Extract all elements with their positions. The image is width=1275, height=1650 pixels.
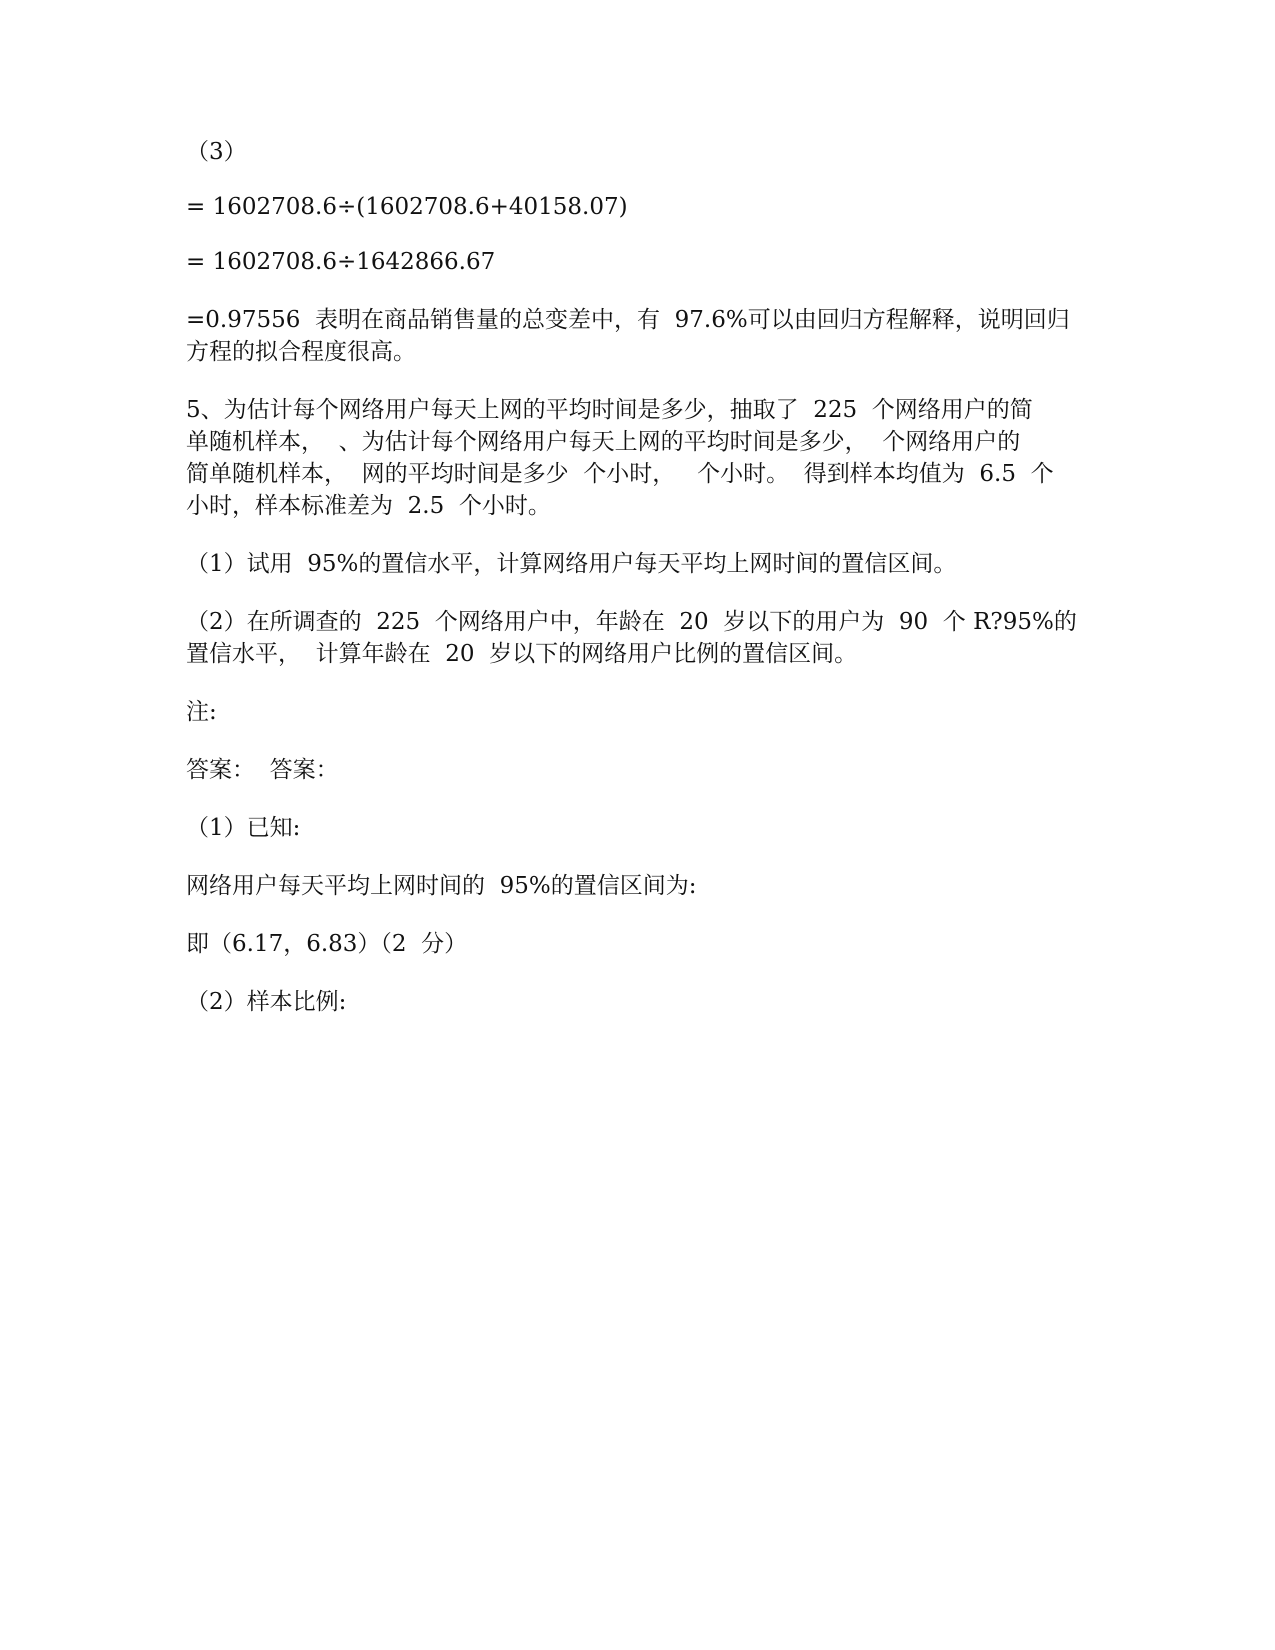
confidence-interval-result: 即（6.17，6.83）（2 分） [186, 931, 468, 957]
answer-part-2: （2）样本比例: [186, 989, 347, 1015]
answer-label: 答案： 答案： [186, 757, 339, 783]
formula-line-1: = 1602708.6÷(1602708.6+40158.07) [186, 194, 628, 220]
confidence-interval-statement: 网络用户每天平均上网时间的 95%的置信区间为: [186, 873, 697, 899]
note-label: 注: [186, 699, 217, 725]
question-5-part-2: （2）在所调查的 225 个网络用户中，年龄在 20 岁以下的用户为 90 个 R?95%的 置信水平， 计算年龄在 20 岁以下的网络用户比例的置信区间。 [186, 609, 1077, 667]
formula-line-2: = 1602708.6÷1642866.67 [186, 249, 496, 275]
part-3-heading: （3） [186, 139, 247, 165]
question-5-part-1: （1）试用 95%的置信水平，计算网络用户每天平均上网时间的置信区间。 [186, 551, 957, 577]
question-5: 5、为估计每个网络用户每天上网的平均时间是多少，抽取了 225 个网络用户的简 单随机样本， 、为估计每个网络用户每天上网的平均时间是多少， 个网络用户的 简单随机样本， 网的平均时间是多少 个小时， 个小时。 得到样本均值为 6.5 个 小时，样本标准差为 2.5 个小时。 [186, 397, 1054, 519]
answer-part-1: （1）已知: [186, 815, 301, 841]
document-page [186, 136, 1096, 1018]
result-explanation: =0.97556 表明在商品销售量的总变差中，有 97.6%可以由回归方程解释，说明回归 方程的拟合程度很高。 [186, 307, 1070, 365]
